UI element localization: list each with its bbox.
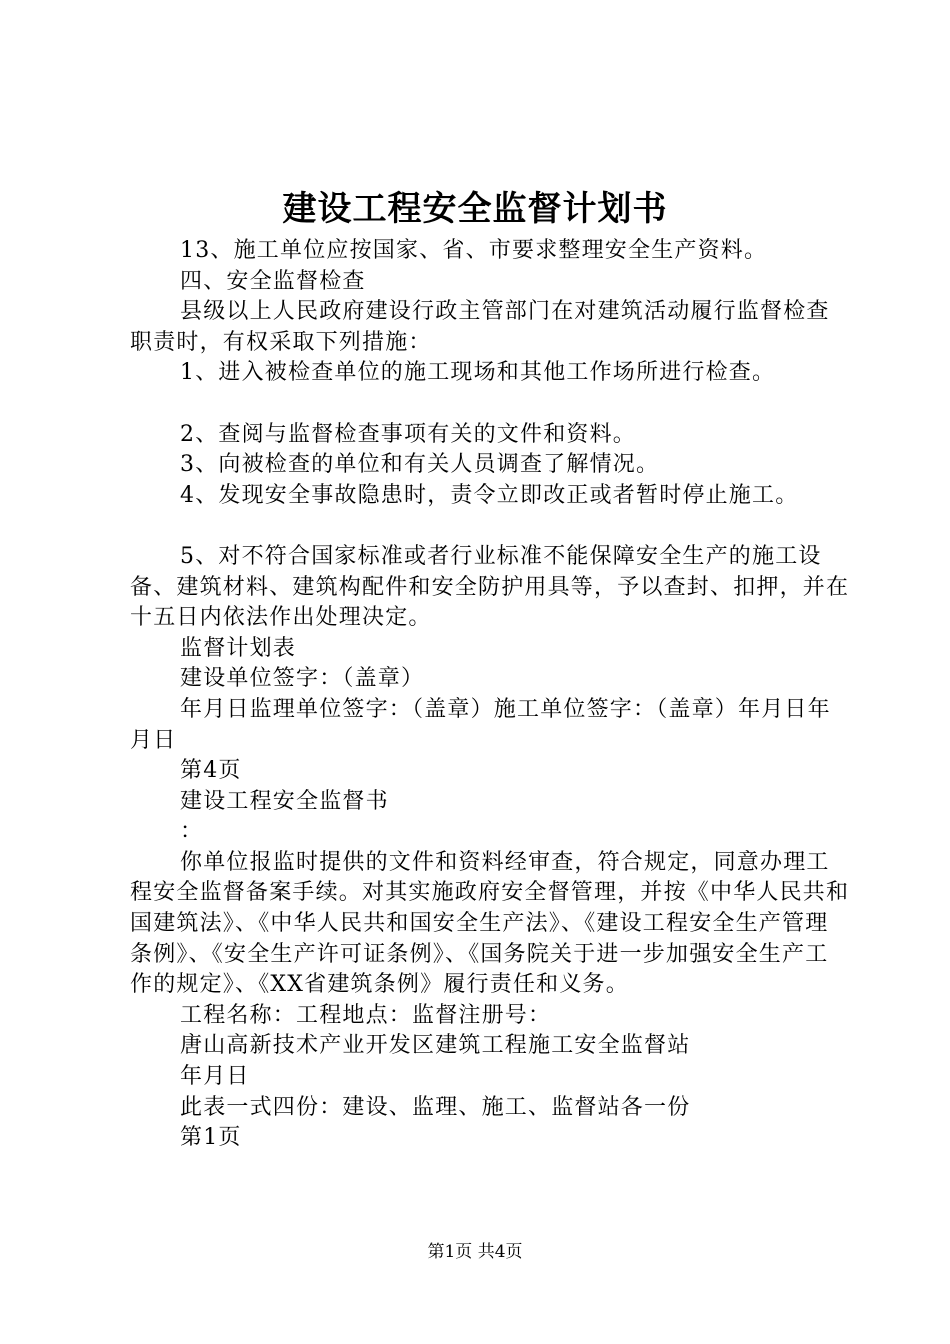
project-info-line: 工程名称：工程地点：监督注册号： — [180, 1002, 552, 1028]
measure-item-2: 2、查阅与监督检查事项有关的文件和资料。 — [180, 421, 636, 447]
page-marker-4: 第4页 — [180, 758, 242, 784]
addressee-line: ： — [180, 819, 204, 845]
supervision-letter-body: 你单位报监时提供的文件和资料经审查，符合规定，同意办理工程安全监督备案手续。对其实施政府安全督管理，并按《中华人民共和国建筑法》、《中华人民共和国安全生产法》、《建设工程安全生产管理条例》、《安全生产许可证条例》、《国务院关于进一步加强安全生产工作的规定》、《XX省建筑条例》履行责任和义务。 — [130, 849, 850, 998]
issuing-authority: 唐山高新技术产业开发区建筑工程施工安全监督站 — [180, 1033, 691, 1059]
document-body — [130, 236, 850, 1154]
section-heading-inspection: 四、安全监督检查 — [180, 268, 366, 294]
supervision-letter-heading: 建设工程安全监督书 — [180, 788, 389, 814]
page-footer: 第1页 共4页 — [427, 1242, 523, 1262]
measure-item-5: 5、对不符合国家标准或者行业标准不能保障安全生产的施工设备、建筑材料、建筑构配件和安全防护用具等，予以查封、扣押，并在十五日内依法作出处理决定。 — [130, 543, 850, 631]
paragraph-item-13: 13、施工单位应按国家、省、市要求整理安全生产资料。 — [180, 238, 768, 263]
document-title: 建设工程安全监督计划书 — [282, 189, 668, 229]
blank-line — [130, 389, 850, 420]
measure-item-3: 3、向被检查的单位和有关人员调查了解情况。 — [180, 452, 660, 478]
copies-note: 此表一式四份：建设、监理、施工、监督站各一份 — [180, 1094, 691, 1120]
signature-date-line: 年月日监理单位签字：（盖章）施工单位签字：（盖章）年月日年月日 — [130, 696, 831, 753]
blank-line — [130, 511, 850, 542]
measure-item-4: 4、发现安全事故隐患时，责令立即改正或者暂时停止施工。 — [180, 482, 799, 508]
page-marker-1: 第1页 — [180, 1125, 242, 1151]
owner-signature-line: 建设单位签字：（盖章） — [180, 666, 425, 692]
paragraph-inspection-powers: 县级以上人民政府建设行政主管部门在对建筑活动履行监督检查职责时，有权采取下列措施： — [130, 299, 830, 355]
plan-table-heading: 监督计划表 — [180, 635, 297, 661]
issue-date-line: 年月日 — [180, 1064, 250, 1090]
measure-item-1: 1、进入被检查单位的施工现场和其他工作场所进行检查。 — [180, 360, 776, 386]
